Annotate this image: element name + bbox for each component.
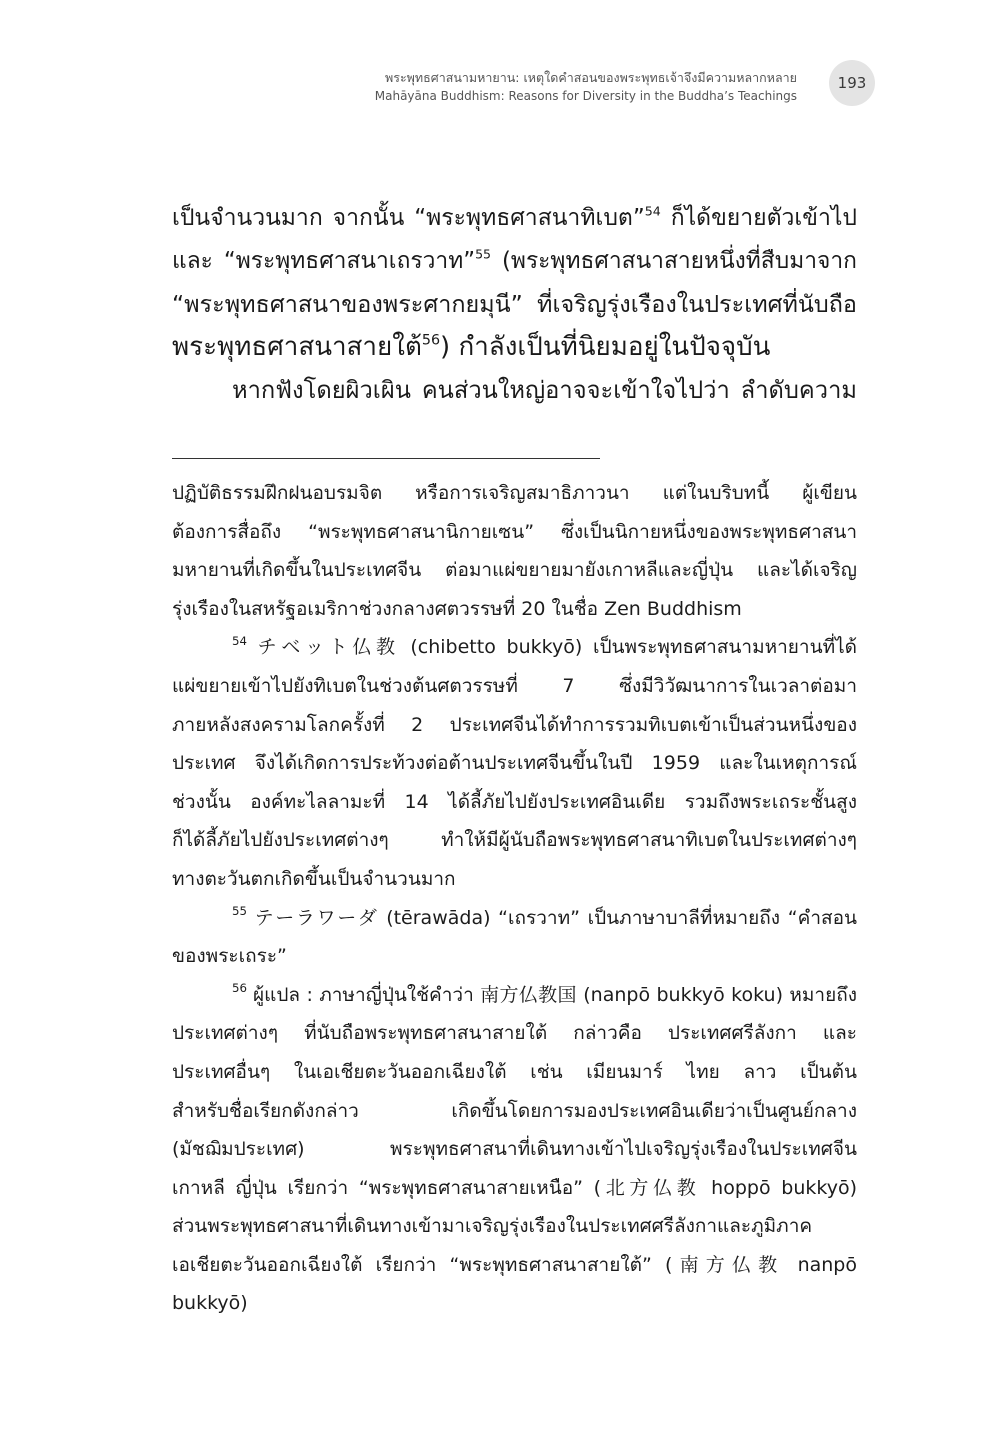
body-line <box>172 197 857 240</box>
footnote-line: ส่วนพระพุทธศาสนาที่เดินทางเข้ามาเจริญรุ่งเรืองในประเทศศรีลังกาและภูมิภาค <box>172 1215 813 1238</box>
footnote-ref-55: 55 <box>475 246 492 262</box>
body-text-segment: ก็ได้ขยายตัวเข้าไป <box>660 205 857 231</box>
footnote-text-segment: チベット仏教 (chibetto bukkyō) เป็นพระพุทธศาสนามหายานที่ได้ <box>252 636 857 659</box>
footnote-text-segment: テーラワーダ (tērawāda) “เถรวาท” เป็นภาษาบาลีที่หมายถึง “คำสอน <box>252 906 857 929</box>
footnote-ref-56: 56 <box>421 332 441 349</box>
footnote-line: เอเชียตะวันออกเฉียงใต้ เรียกว่า “พระพุทธศาสนาสายใต้” (南方仏教 nanpō <box>172 1253 857 1276</box>
footnote-line: bukkyō) <box>172 1292 248 1315</box>
footnote-56-first-line <box>172 976 857 1015</box>
footnote-line: ประเทศอื่นๆ ในเอเชียตะวันออกเฉียงใต้ เช่น เมียนมาร์ ไทย ลาว เป็นต้น <box>172 1060 857 1083</box>
footnote-ref-54: 54 <box>644 203 661 219</box>
footnote-marker-54: 54 <box>232 634 247 649</box>
footnote-line: ก็ได้ลี้ภัยไปยังประเทศต่างๆ ทำให้มีผู้นับถือพระพุทธศาสนาทิเบตในประเทศต่างๆ <box>172 829 857 852</box>
footnote-line: ทางตะวันตกเกิดขึ้นเป็นจำนวนมาก <box>172 867 456 890</box>
body-text-segment: เป็นจำนวนมาก จากนั้น “พระพุทธศาสนาทิเบต” <box>172 205 645 231</box>
footnote-line: แผ่ขยายเข้าไปยังทิเบตในช่วงต้นศตวรรษที่ 7 ซึ่งมีวิวัฒนาการในเวลาต่อมา <box>172 674 857 697</box>
footnote-line: สำหรับชื่อเรียกดังกล่าว เกิดขึ้นโดยการมองประเทศอินเดียว่าเป็นศูนย์กลาง <box>172 1099 857 1122</box>
running-header <box>237 68 797 106</box>
body-text <box>172 197 857 412</box>
footnote-line: ต้องการสื่อถึง “พระพุทธศาสนานิกายเซน” ซึ่งเป็นนิกายหนึ่งของพระพุทธศาสนา <box>172 520 857 543</box>
footnote-line: ของพระเถระ” <box>172 945 287 968</box>
footnote-line: ช่วงนั้น องค์ทะไลลามะที่ 14 ได้ลี้ภัยไปยังประเทศอินเดีย รวมถึงพระเถระชั้นสูง <box>172 790 857 813</box>
running-header-title-thai: พระพุทธศาสนามหายาน: เหตุใดคำสอนของพระพุทธเจ้าจึงมีความหลากหลาย <box>385 70 797 85</box>
footnote-line: ภายหลังสงครามโลกครั้งที่ 2 ประเทศจีนได้ทำการรวมทิเบตเข้าเป็นส่วนหนึ่งของ <box>172 713 857 736</box>
footnote-line: รุ่งเรืองในสหรัฐอเมริกาช่วงกลางศตวรรษที่ 20 ในชื่อ Zen Buddhism <box>172 597 742 620</box>
footnotes <box>172 474 857 1323</box>
footnote-text-segment: ผู้แปล : ภาษาญี่ปุ่นใช้คำว่า 南方仏教国 (nanpō bukkyō koku) หมายถึง <box>252 983 857 1006</box>
footnote-marker-56: 56 <box>232 981 247 996</box>
footnote-marker-55: 55 <box>232 904 247 919</box>
running-header-title-english: Mahāyāna Buddhism: Reasons for Diversity in the Buddha’s Teachings <box>374 89 797 103</box>
footnote-line: ประเทศ จึงได้เกิดการประท้วงต่อต้านประเทศจีนขึ้นในปี 1959 และในเหตุการณ์ <box>172 752 857 775</box>
footnote-line: เกาหลี ญี่ปุ่น เรียกว่า “พระพุทธศาสนาสายเหนือ” (北方仏教 hoppō bukkyō) <box>172 1176 857 1199</box>
footnote-separator <box>172 458 600 459</box>
body-text-segment: (พระพุทธศาสนาสายหนึ่งที่สืบมาจาก <box>491 248 857 274</box>
footnote-line: ปฏิบัติธรรมฝึกฝนอบรมจิต หรือการเจริญสมาธิภาวนา แต่ในบริบทนี้ ผู้เขียน <box>172 482 857 504</box>
footnote-54-first-line <box>172 628 857 667</box>
footnote-line: ประเทศต่างๆ ที่นับถือพระพุทธศาสนาสายใต้ กล่าวคือ ประเทศศรีลังกา และ <box>172 1022 857 1045</box>
footnote-line: มหายานที่เกิดขึ้นในประเทศจีน ต่อมาแผ่ขยายมายังเกาหลีและญี่ปุ่น และได้เจริญ <box>172 559 857 582</box>
body-line: หากฟังโดยผิวเผิน คนส่วนใหญ่อาจจะเข้าใจไปว่า ลำดับความ <box>232 376 857 404</box>
body-line <box>172 326 857 369</box>
body-line <box>172 240 857 283</box>
footnote-55-first-line <box>172 899 857 938</box>
body-text-segment: และ “พระพุทธศาสนาเถรวาท” <box>172 248 476 274</box>
body-line: “พระพุทธศาสนาของพระศากยมุนี” ที่เจริญรุ่งเรืองในประเทศที่นับถือ <box>172 290 857 318</box>
page-number: 193 <box>829 60 875 106</box>
body-text-segment: พระพุทธศาสนาสายใต้ <box>172 332 422 362</box>
body-text-segment: ) กำลังเป็นที่นิยมอยู่ในปัจจุบัน <box>440 332 771 362</box>
footnote-line: (มัชฌิมประเทศ) พระพุทธศาสนาที่เดินทางเข้าไปเจริญรุ่งเรืองในประเทศจีน <box>172 1138 857 1161</box>
